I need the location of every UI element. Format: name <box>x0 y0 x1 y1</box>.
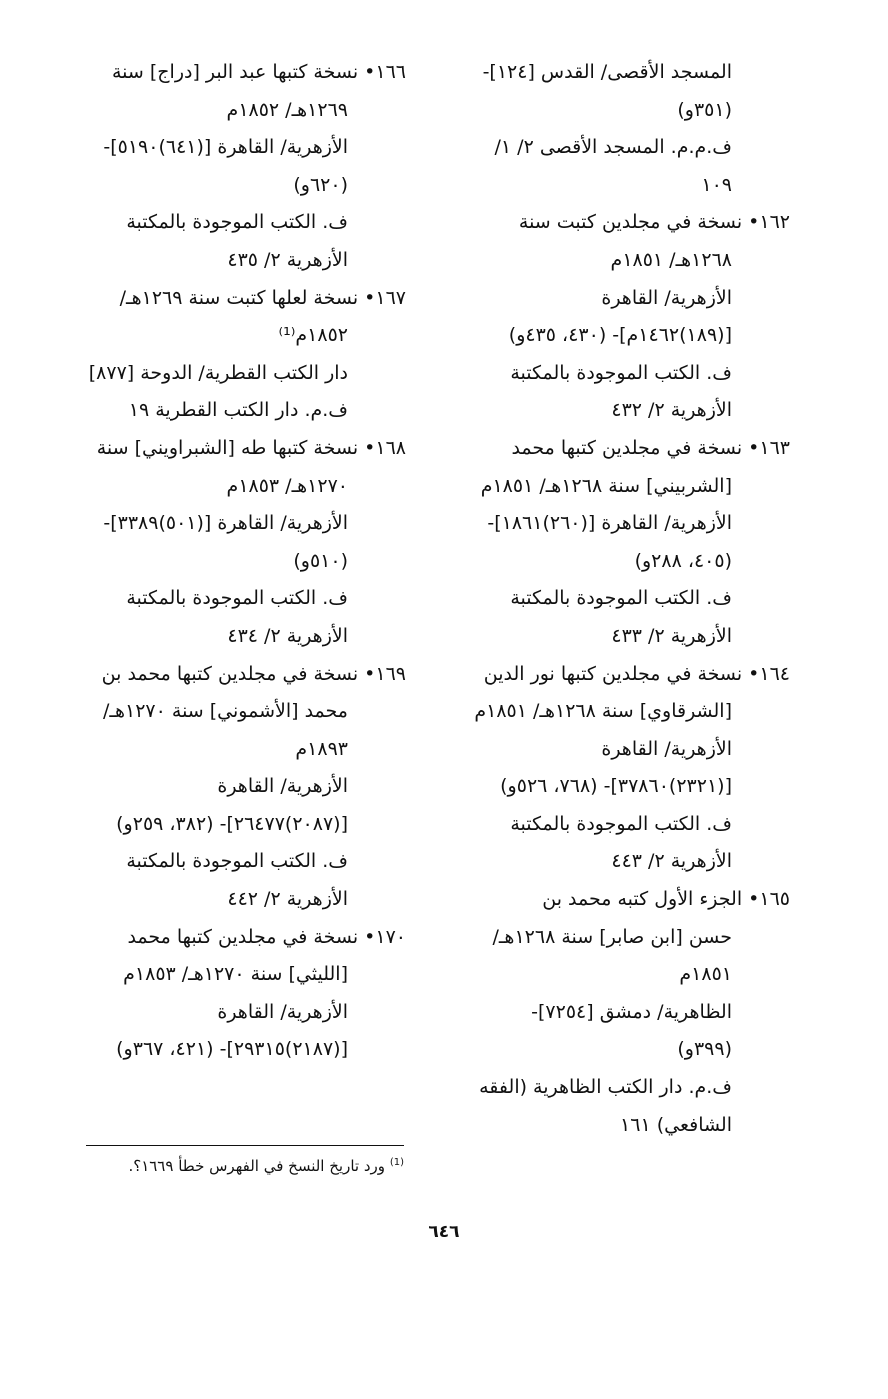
entry-line: ف. الكتب الموجودة بالمكتبة <box>510 361 732 384</box>
entry-line: (٣٩٩و) <box>677 1038 732 1061</box>
entry-line: [الليثي] سنة ١٢٧٠هـ/ ١٨٥٣م <box>123 963 348 986</box>
entry-heading-line: ١٦٨• نسخة كتبها طه [الشبراويني] سنة <box>96 436 406 459</box>
entry-line: [(٢١٨٧)٢٩٣١٥]- (٤٢١، ٣٦٧و) <box>116 1038 348 1061</box>
entry-line: ١٢٦٨هـ/ ١٨٥١م <box>610 248 732 271</box>
entry-line: [(٢٠٨٧)٢٦٤٧٧]- (٣٨٢، ٢٥٩و) <box>116 812 348 835</box>
entry-line: [الشرقاوي] سنة ١٢٦٨هـ/ ١٨٥١م <box>474 700 732 723</box>
entry-line: الأزهرية ٢/ ٤٤٢ <box>227 888 348 911</box>
page-number: ٦٤٦ <box>428 1222 460 1242</box>
entry-line: ف. الكتب الموجودة بالمكتبة <box>126 211 348 234</box>
entry-line: الأزهرية/ القاهرة [(٢٦٠)١٨٦١]- <box>487 512 732 535</box>
entry-line: الأزهرية/ القاهرة [(٦٤١)٥١٩٠]- <box>103 136 348 159</box>
footnote-marker: (1) <box>389 1157 404 1168</box>
entry-line: ١٠٩ <box>701 173 732 196</box>
entry-line: [الشربيني] سنة ١٢٦٨هـ/ ١٨٥١م <box>480 474 732 497</box>
entry-line: الأزهرية ٢/ ٤٣٢ <box>611 399 732 422</box>
entry-line: الأزهرية ٢/ ٤٣٤ <box>227 624 348 647</box>
entry-line: حسن [ابن صابر] سنة ١٢٦٨هـ/ <box>492 925 732 948</box>
right-column <box>452 54 790 1144</box>
entry-line: (٤٠٥، ٢٨٨و) <box>634 549 732 572</box>
entry-heading-line: ١٦٤• نسخة في مجلدين كتبها نور الدين <box>483 662 790 685</box>
footnote-divider <box>86 1145 404 1146</box>
entry-line: الشافعي) ١٦١ <box>620 1113 732 1136</box>
entry-line: الأزهرية/ القاهرة [(٥٠١)٣٣٨٩]- <box>103 512 348 535</box>
footnote-text: ورد تاريخ النسخ في الفهرس خطأ ١٦٦٩؟. <box>128 1157 386 1175</box>
entry-line: ١٨٥١م <box>679 963 732 986</box>
entry-line: محمد [الأشموني] سنة ١٢٧٠هـ/ <box>103 700 348 723</box>
entry-line: الأزهرية/ القاهرة <box>217 1000 348 1023</box>
entry-line: (٣٥١و) <box>677 98 732 121</box>
left-column <box>72 54 406 1069</box>
entry-heading-line: ١٦٦• نسخة كتبها عبد البر [دراج] سنة <box>112 61 406 83</box>
entry-line: ف. الكتب الموجودة بالمكتبة <box>126 850 348 873</box>
entry-line: الأزهرية ٢/ ٤٣٥ <box>227 248 348 271</box>
footnote <box>128 1150 404 1179</box>
entry-heading-line: ١٦٣• نسخة في مجلدين كتبها محمد <box>511 436 790 459</box>
entry-heading-line: ١٦٥• الجزء الأول كتبه محمد بن <box>542 888 790 911</box>
entry-line: ف. الكتب الموجودة بالمكتبة <box>510 587 732 610</box>
entry-line: [(١٨٩)١٤٦٢م]- (٤٣٠، ٤٣٥و) <box>508 324 732 347</box>
entry-line: ف.م. دار الكتب الظاهرية (الفقه <box>479 1076 732 1099</box>
entry-line: المسجد الأقصى/ القدس [١٢٤]- <box>482 61 732 83</box>
entry-line: ١٨٩٣م <box>295 737 348 760</box>
entry-heading-line: ١٦٧• نسخة لعلها كتبت سنة ١٢٦٩هـ/ <box>119 286 406 309</box>
entry-line: ف.م. دار الكتب القطرية ١٩ <box>128 399 348 422</box>
entry-heading-line: ١٦٢• نسخة في مجلدين كتبت سنة <box>518 211 790 234</box>
entry-line: الظاهرية/ دمشق [٧٢٥٤]- <box>531 1000 732 1023</box>
entry-line: الأزهرية ٢/ ٤٤٣ <box>611 850 732 873</box>
entry-line: الأزهرية/ القاهرة <box>601 737 732 760</box>
entry-line: ١٨٥٢م⁽¹⁾ <box>278 324 348 347</box>
entry-line: الأزهرية/ القاهرة <box>217 775 348 798</box>
entry-line: دار الكتب القطرية/ الدوحة [٨٧٧] <box>88 361 348 384</box>
entry-line: ف. الكتب الموجودة بالمكتبة <box>510 812 732 835</box>
entry-heading-line: ١٦٩• نسخة في مجلدين كتبها محمد بن <box>101 662 406 685</box>
entry-heading-line: ١٧٠• نسخة في مجلدين كتبها محمد <box>127 925 406 948</box>
entry-line: الأزهرية/ القاهرة <box>601 286 732 309</box>
entry-line: ف. الكتب الموجودة بالمكتبة <box>126 587 348 610</box>
entry-line: (٥١٠و) <box>293 549 348 572</box>
entry-line: ١٢٧٠هـ/ ١٨٥٣م <box>226 474 348 497</box>
entry-line: [(٢٣٢١)٣٧٨٦٠]- (٧٦٨، ٥٢٦و) <box>500 775 732 798</box>
entry-line: ف.م.م. المسجد الأقصى ٢/ ١/ <box>494 136 732 159</box>
entry-line: الأزهرية ٢/ ٤٣٣ <box>611 624 732 647</box>
entry-line: ١٢٦٩هـ/ ١٨٥٢م <box>226 98 348 121</box>
entry-line: (٦٢٠و) <box>293 173 348 196</box>
